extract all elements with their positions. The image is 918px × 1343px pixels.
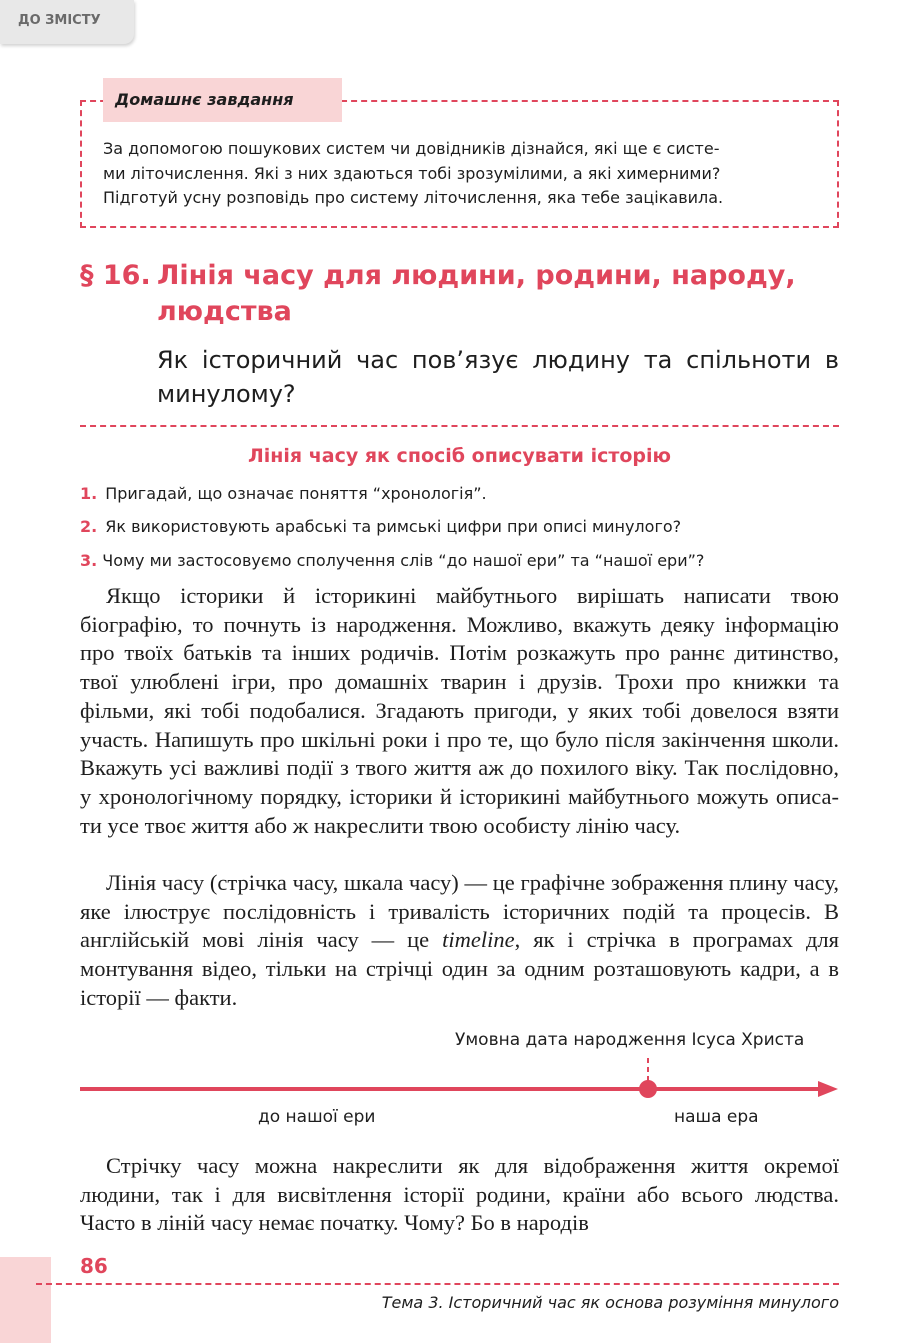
paragraph-text: Лінія часу (стрічка часу, шкала часу) — це графічне зображення плину часу, яке ілюструє послідовність і тривалість історичних подій та процесів. В англійській мові лінія часу — це (80, 870, 839, 953)
question-number: 2. (80, 517, 98, 536)
homework-line: ми літочислення. Які з них здаються тобі зрозумілими, а які химерними? (103, 163, 721, 183)
question-text: Пригадай, що означає поняття “хронологія”. (105, 484, 487, 503)
timeline-left-label: до нашої ери (258, 1107, 376, 1127)
page-number: 86 (80, 1254, 108, 1278)
homework-line: Підготуй усну розповідь про систему літочислення, яка тебе зацікавила. (103, 188, 724, 207)
paragraph-text: , як і стрічка в програмах для монтування відео, тільки на стрічці один за одним розташовують кадри, а в історії — факти. (80, 927, 839, 1010)
section-question: Як історичний час пов’язує людину та спільноти в минулому? (157, 346, 839, 408)
timeline-marker-dot (639, 1080, 657, 1098)
footer-divider (36, 1283, 839, 1285)
timeline-arrowhead (818, 1081, 838, 1097)
footer-theme: Тема 3. Історичний час як основа розуміння минулого (381, 1293, 839, 1312)
timeline-term: timeline (442, 927, 515, 953)
question-number: 3. (80, 551, 98, 570)
page-tab-decoration (0, 1257, 51, 1343)
homework-title: Домашнє завдання (103, 78, 342, 122)
body-paragraph-1: Якщо історики й історикині майбутнього вирішать написати твою біографію, то почнуть із народження. Можливо, вкажуть деяку інформацію про твоїх батьків та інших родичів. Потім розкажуть про раннє дитинство, твої улюблені ігри, про домашніх тварин і друзів. Трохи про книжки та фільми, які тобі подобалися. Згадають пригоди, у яких тобі довелося взяти участь. Напишуть про шкільні роки і про те, що було після закінчення школи. Вкажуть усі важливі події з твого життя аж до похилого віку. Так послідовно, у хронологічному порядку, історики й історикині майбутнього можуть описати усе твоє життя або ж накреслити твою особисту лінію часу. (80, 583, 839, 838)
timeline-marker-label: Умовна дата народження Ісуса Христа (455, 1030, 805, 1050)
homework-line: За допомогою пошукових систем чи довідників дізнайся, які ще є систе- (103, 139, 720, 158)
question-text: Як використовують арабські та римські цифри при описі минулого? (105, 517, 682, 536)
question-text: Чому ми застосовуємо сполучення слів “до нашої ери” та “нашої ери”? (102, 551, 705, 570)
subsection-heading: Лінія часу як спосіб описувати історію (247, 445, 672, 467)
body-paragraph-3: Стрічку часу можна накреслити як для відображення життя окремої людини, так і для висвітлення історії родини, країни або всього людства. Часто в ліній часу немає початку. Чому? Бо в народів (80, 1153, 839, 1236)
table-of-contents-button[interactable]: ДО ЗМІСТУ (0, 0, 134, 44)
question-number: 1. (80, 484, 98, 503)
section-number: § 16. (80, 260, 151, 291)
section-title: Лінія часу для людини, родини, народу, людства (157, 260, 796, 327)
timeline-right-label: наша ера (674, 1107, 759, 1127)
